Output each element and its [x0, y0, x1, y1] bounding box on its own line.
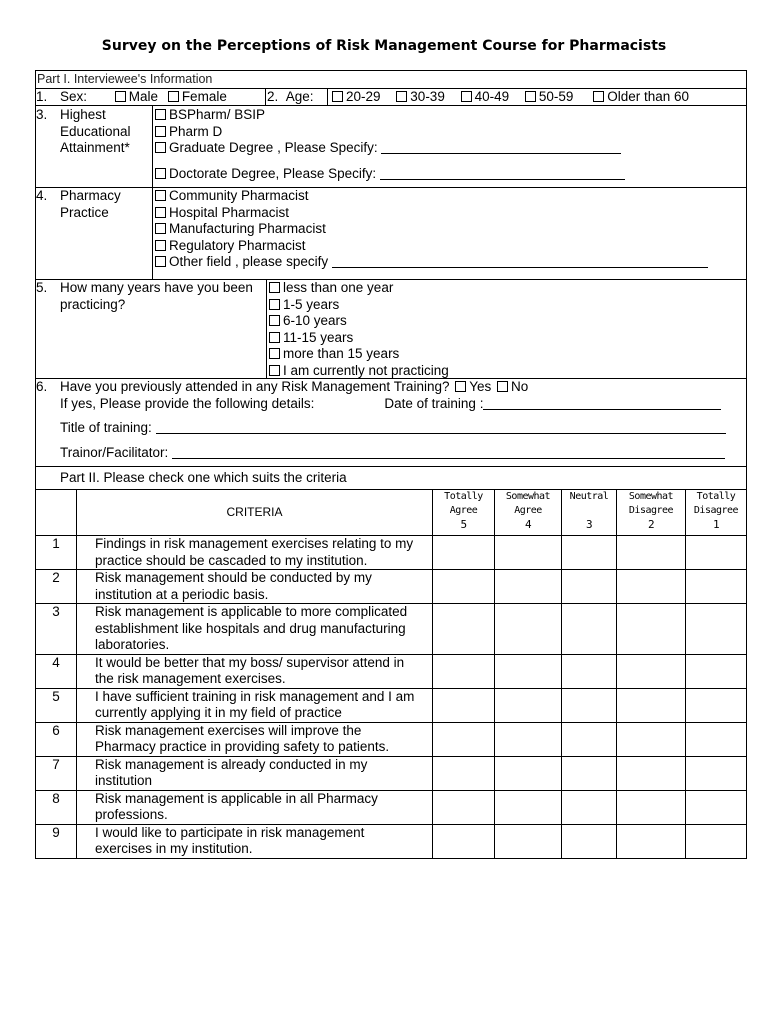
rating-cell-2[interactable]	[617, 654, 686, 688]
rating-cell-1[interactable]	[686, 688, 747, 722]
practice-options	[153, 188, 747, 280]
rating-cell-2[interactable]	[617, 570, 686, 604]
details-prompt: If yes, Please provide the following details:	[60, 395, 315, 411]
rating-cell-5[interactable]	[433, 570, 495, 604]
option-pharm-d[interactable]: Pharm D	[153, 124, 746, 141]
sex-field: 1. Sex: Male Female	[36, 88, 266, 106]
option-1-5-years[interactable]: 1-5 years	[267, 297, 449, 314]
date-of-training-field[interactable]	[483, 397, 721, 410]
rating-cell-3[interactable]	[562, 790, 617, 824]
rating-cell-3[interactable]	[562, 688, 617, 722]
criteria-row: 3 Risk management is applicable to more complicated establishment like hospitals and drug manufacturing laboratories.	[36, 604, 747, 655]
rating-cell-2[interactable]	[617, 824, 686, 858]
rating-cell-2[interactable]	[617, 536, 686, 570]
checkbox-icon[interactable]	[461, 91, 472, 102]
option-less-than-one-year[interactable]: less than one year	[267, 280, 449, 297]
rating-cell-2[interactable]	[617, 688, 686, 722]
training-question: Have you previously attended in any Risk Management Training?	[60, 379, 450, 394]
rating-cell-3[interactable]	[562, 604, 617, 655]
age-field: 2. Age: 20-29 30-39 40-49 50-59 Older than 60	[266, 88, 747, 106]
criteria-table	[35, 489, 747, 859]
checkbox-icon[interactable]	[269, 282, 280, 293]
rating-cell-4[interactable]	[495, 604, 562, 655]
doctorate-specify-field[interactable]	[380, 167, 625, 180]
checkbox-icon[interactable]	[269, 315, 280, 326]
criteria-row: 5 I have sufficient training in risk management and I am currently applying it in my field of practice	[36, 688, 747, 722]
checkbox-icon[interactable]	[455, 381, 466, 392]
rating-cell-1[interactable]	[686, 790, 747, 824]
scale-header-1: Totally Disagree 1	[686, 490, 747, 536]
checkbox-icon[interactable]	[115, 91, 126, 102]
checkbox-icon[interactable]	[155, 207, 166, 218]
option-older-than-60[interactable]: Older than 60	[591, 89, 689, 104]
rating-cell-3[interactable]	[562, 756, 617, 790]
trainor-label: Trainor/Facilitator:	[60, 444, 169, 460]
sex-label: Sex:	[60, 88, 88, 104]
page-title: Survey on the Perceptions of Risk Management Course for Pharmacists	[101, 38, 667, 54]
checkbox-icon[interactable]	[155, 168, 166, 179]
rating-cell-1[interactable]	[686, 756, 747, 790]
criteria-row: 6 Risk management exercises will improve the Pharmacy practice in providing safety to patients.	[36, 722, 747, 756]
rating-cell-5[interactable]	[433, 824, 495, 858]
option-30-39[interactable]: 30-39	[394, 89, 445, 104]
rating-cell-4[interactable]	[495, 790, 562, 824]
rating-cell-1[interactable]	[686, 654, 747, 688]
training-field: 6. Have you previously attended in any Risk Management Training? Yes No If yes, Please provide the following details: Date of training : Title of training: Trainor/Facilitator:	[36, 379, 747, 467]
rating-cell-2[interactable]	[617, 790, 686, 824]
option-hospital[interactable]: Hospital Pharmacist	[153, 205, 746, 222]
checkbox-icon[interactable]	[396, 91, 407, 102]
scale-header-2: Somewhat Disagree 2	[617, 490, 686, 536]
practice-label: 4. Pharmacy Practice	[36, 188, 153, 280]
option-regulatory[interactable]: Regulatory Pharmacist	[153, 238, 746, 255]
rating-cell-5[interactable]	[433, 756, 495, 790]
checkbox-icon[interactable]	[269, 348, 280, 359]
scale-header-4: Somewhat Agree 4	[495, 490, 562, 536]
criteria-row: 2 Risk management should be conducted by my institution at a periodic basis.	[36, 570, 747, 604]
checkbox-icon[interactable]	[332, 91, 343, 102]
rating-cell-5[interactable]	[433, 604, 495, 655]
years-field: 5. How many years have you been practicing? less than one year 1-5 years 6-10 years 11-15 years more than 15 years I am currently not practicing	[36, 280, 747, 379]
option-not-practicing[interactable]: I am currently not practicing	[267, 363, 449, 380]
checkbox-icon[interactable]	[155, 240, 166, 251]
rating-cell-4[interactable]	[495, 654, 562, 688]
option-40-49[interactable]: 40-49	[459, 89, 510, 104]
rating-cell-4[interactable]	[495, 536, 562, 570]
criteria-row: 4 It would be better that my boss/ supervisor attend in the risk management exercises.	[36, 654, 747, 688]
option-20-29[interactable]: 20-29	[330, 89, 381, 104]
option-female[interactable]: Female	[166, 89, 227, 104]
rating-cell-3[interactable]	[562, 536, 617, 570]
rating-cell-1[interactable]	[686, 536, 747, 570]
rating-cell-4[interactable]	[495, 688, 562, 722]
scale-header-5: Totally Agree 5	[433, 490, 495, 536]
option-6-10-years[interactable]: 6-10 years	[267, 313, 449, 330]
option-more-than-15-years[interactable]: more than 15 years	[267, 346, 449, 363]
rating-cell-5[interactable]	[433, 790, 495, 824]
checkbox-icon[interactable]	[155, 126, 166, 137]
option-no[interactable]: No	[495, 379, 528, 394]
education-options	[153, 106, 747, 188]
checkbox-icon[interactable]	[155, 142, 166, 153]
option-50-59[interactable]: 50-59	[523, 89, 574, 104]
option-graduate-degree[interactable]: Graduate Degree , Please Specify:	[153, 140, 746, 157]
criteria-row: 7 Risk management is already conducted in my institution	[36, 756, 747, 790]
option-manufacturing[interactable]: Manufacturing Pharmacist	[153, 221, 746, 238]
rating-cell-5[interactable]	[433, 654, 495, 688]
checkbox-icon[interactable]	[269, 365, 280, 376]
option-male[interactable]: Male	[113, 89, 158, 104]
checkbox-icon[interactable]	[155, 256, 166, 267]
option-doctorate-degree[interactable]: Doctorate Degree, Please Specify:	[153, 166, 746, 183]
graduate-specify-field[interactable]	[381, 141, 621, 154]
checkbox-icon[interactable]	[155, 223, 166, 234]
rating-cell-1[interactable]	[686, 604, 747, 655]
rating-cell-3[interactable]	[562, 570, 617, 604]
part2-header: Part II. Please check one which suits the criteria	[36, 467, 747, 490]
option-other-field[interactable]: Other field , please specify	[153, 254, 746, 271]
checkbox-icon[interactable]	[168, 91, 179, 102]
rating-cell-1[interactable]	[686, 824, 747, 858]
trainor-field[interactable]	[172, 446, 725, 459]
other-field-specify[interactable]	[332, 255, 708, 268]
scale-header-3: Neutral 3	[562, 490, 617, 536]
rating-cell-2[interactable]	[617, 722, 686, 756]
title-of-training-field[interactable]	[156, 421, 726, 434]
age-label: Age:	[285, 88, 314, 104]
rating-cell-5[interactable]	[433, 688, 495, 722]
criteria-row: 1 Findings in risk management exercises relating to my practice should be cascaded to my institution.	[36, 536, 747, 570]
checkbox-icon[interactable]	[269, 299, 280, 310]
date-label: Date of training :	[384, 395, 484, 411]
rating-cell-4[interactable]	[495, 722, 562, 756]
checkbox-icon[interactable]	[593, 91, 604, 102]
rating-cell-4[interactable]	[495, 570, 562, 604]
rating-cell-4[interactable]	[495, 756, 562, 790]
checkbox-icon[interactable]	[155, 190, 166, 201]
option-yes[interactable]: Yes	[453, 379, 491, 394]
part1-table	[35, 70, 747, 490]
rating-cell-3[interactable]	[562, 654, 617, 688]
rating-cell-5[interactable]	[433, 722, 495, 756]
rating-cell-2[interactable]	[617, 604, 686, 655]
title-label: Title of training:	[60, 420, 152, 435]
rating-cell-1[interactable]	[686, 722, 747, 756]
option-11-15-years[interactable]: 11-15 years	[267, 330, 449, 347]
option-community[interactable]: Community Pharmacist	[153, 188, 746, 205]
criteria-row: 9 I would like to participate in risk management exercises in my institution.	[36, 824, 747, 858]
years-question: How many years have you been	[60, 280, 253, 295]
rating-cell-2[interactable]	[617, 756, 686, 790]
rating-cell-3[interactable]	[562, 722, 617, 756]
rating-cell-5[interactable]	[433, 536, 495, 570]
rating-cell-4[interactable]	[495, 824, 562, 858]
criteria-row: 8 Risk management is applicable in all Pharmacy professions.	[36, 790, 747, 824]
checkbox-icon[interactable]	[155, 109, 166, 120]
rating-cell-1[interactable]	[686, 570, 747, 604]
checkbox-icon[interactable]	[525, 91, 536, 102]
option-bspharm[interactable]: BSPharm/ BSIP	[153, 107, 746, 124]
criteria-column-header: CRITERIA	[77, 490, 433, 536]
checkbox-icon[interactable]	[497, 381, 508, 392]
education-label: 3. Highest Educational Attainment*	[36, 106, 153, 188]
rating-cell-3[interactable]	[562, 824, 617, 858]
criteria-header-row	[36, 490, 747, 536]
checkbox-icon[interactable]	[269, 332, 280, 343]
part1-header: Part I. Interviewee's Information	[36, 71, 747, 89]
